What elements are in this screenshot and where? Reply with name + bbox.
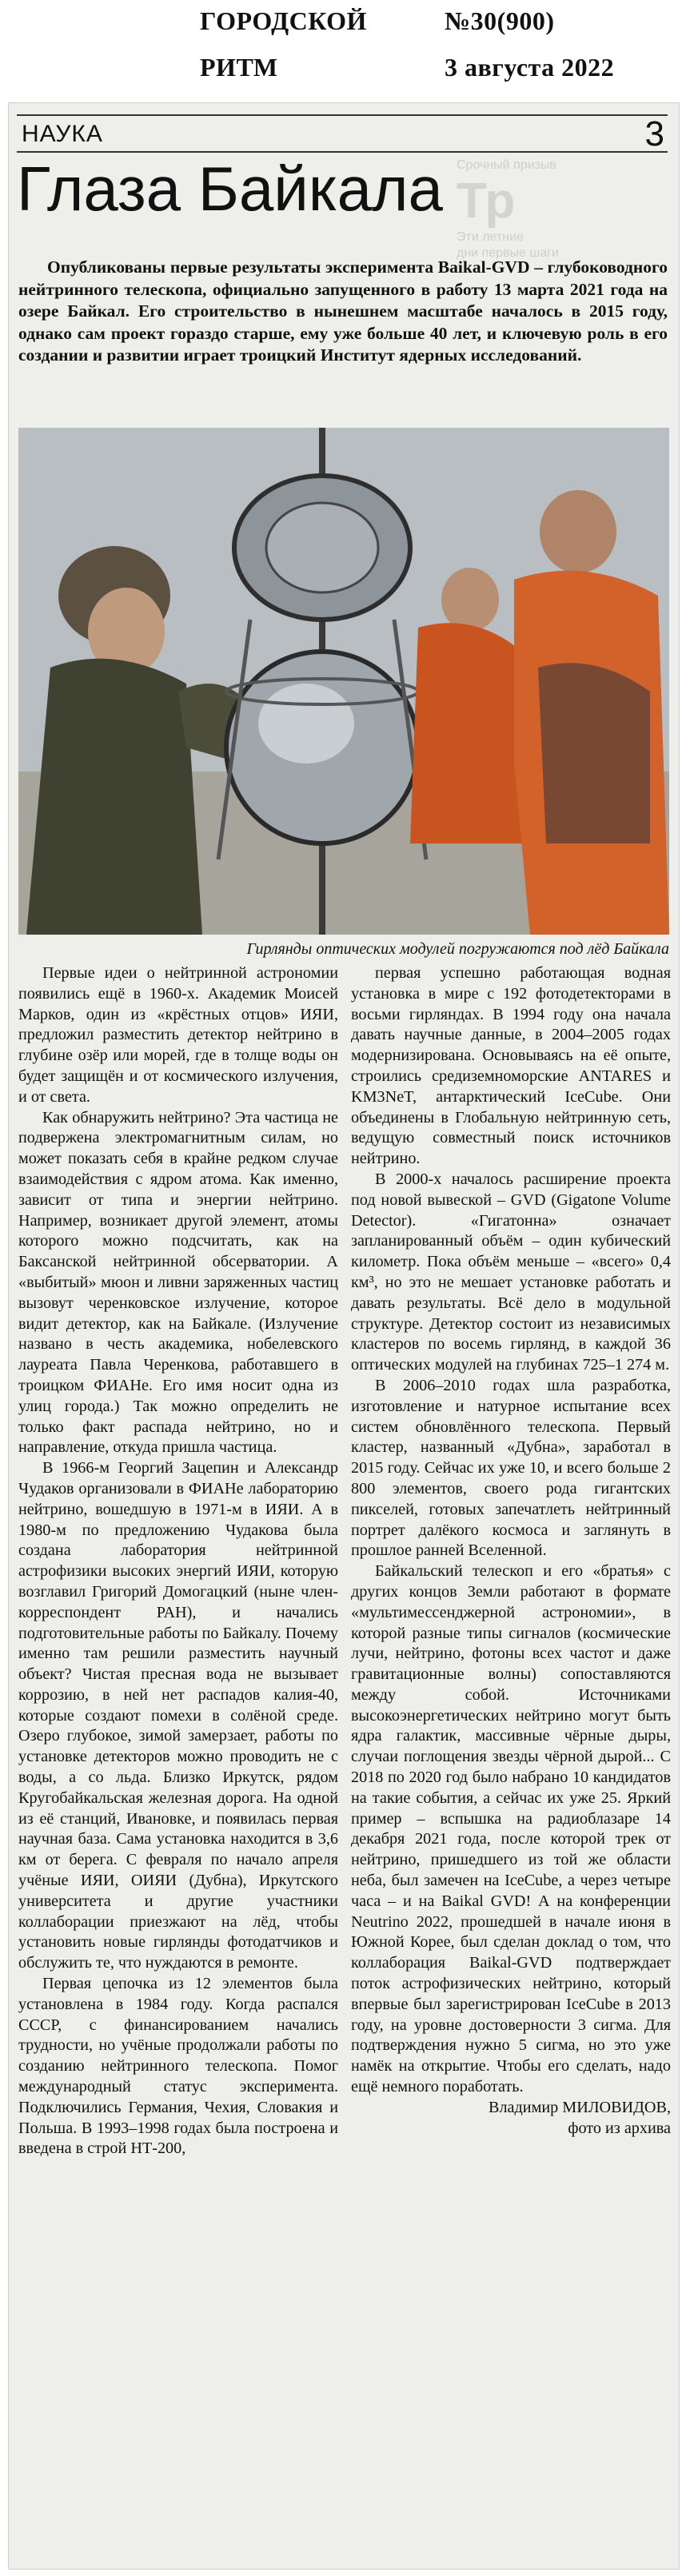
section-rubric [17,114,668,153]
paragraph: Первая цепочка из 12 элементов была установлена в 1984 году. Когда распался СССР, с финансированием начались трудности, но учёные продолжали работы по созданию нейтринного телескопа. Помог международный статус эксперимента. Подключились Германия, Чехия, Словакия и Польша. В 1993–1998 годах была построена и введена в строй НТ-200, [18,1975,338,2158]
ghost-line: Тр [457,173,516,229]
paragraph: В 1966-м Георгий Зацепин и Александр Чудаков организовали в ФИАНе лабораторию нейтрино, вошедшую в 1971-м в ИЯИ. А в 1980-м по предложению Чудакова была создана лаборатория нейтринной астрофизики высоких энергий ИЯИ, которую возглавил Григорий Домогацкий (ныне член-корреспондент РАН), и начались подготовительные работы по Байкалу. Почему именно там решили разместить научный объект? Чистая пресная вода не вызывает коррозию, в ней нет распадов калия-40, которые создают помехи в солёной среде. Озеро глубокое, зимой замерзает, работы по установке детекторов можно проводить не с воды, а со льда. Близко Иркутск, рядом Кругобайкальская железная дорога. На одной из её станций, Ивановке, и появилась первая научная база. Сама установка находится в 3,6 км от берега. С февраля по начало апреля учёные ИЯИ, ОИЯИ (Дубна), Иркутского университета и другие участники коллаборации приезжают на лёд, чтобы установить новые гирлянды фотодатчиков и обслужить те, что нуждаются в ремонте. [18,1459,338,1972]
photo-caption: Гирлянды оптических модулей погружаются под лёд Байкала [246,940,669,958]
issue-number: №30(900) [445,6,555,35]
article-column-right [351,963,671,2562]
paper-name: ГОРОДСКОЙ [200,6,367,35]
paragraph: В 2006–2010 годах шла разработка, изготовление и натурное испытание всех систем обновлённого телескопа. Первый кластер, названный «Дубна», заработал в 2015 году. Сейчас их уже 10, и всего больше 2 800 элементов, своего рода гигантских пикселей, готовых запечатлеть нейтринный портрет далёкого космоса и заглянуть в прошлое ранней Вселенной. [351,1376,671,1560]
article-lead: Опубликованы первые результаты эксперимента Baikal-GVD – глубоководного нейтринного телескопа, официально запущенного в работу 13 марта 2021 года на озере Байкал. Его строительство в нынешнем масштабе началось в 2015 году, однако сам проект гораздо старше, ему уже больше 40 лет, и ключевую роль в его создании и развитии играет троицкий Институт ядерных исследований. [18,257,668,365]
photo-credit: фото из архива [568,2119,671,2137]
paper-name-second: РИТМ [200,53,278,82]
ghost-line: Эти летние [457,230,524,244]
newspaper-clipping [8,102,680,2570]
paragraph: Первые идеи о нейтринной астрономии появились ещё в 1960-х. Академик Моисей Марков, один из «крёстных отцов» ИЯИ, предложил разместить детектор нейтрино в глубине озёр или морей, где в толще воды он будет защищён и от космического излучения, и от света. [18,964,338,1106]
page-number: 3 [644,114,664,154]
section-name: НАУКА [22,121,103,147]
paragraph: В 2000-х началось расширение проекта под новой вывеской – GVD (Gigatone Volume Detector). «Гигатонна» означает запланированный объём – один кубический километр. Пока объём меньше – «всего» 0,4 км³, но это не мешает установке работать и давать результаты. Всё дело в модульной структуре. Детектор состоит из независимых кластеров по восемь гирлянд, в каждой 36 оптических модулей на глубинах 725–1 274 м. [351,1170,671,1374]
ghost-line: дни первые шаги [457,246,559,260]
paragraph: Как обнаружить нейтрино? Эта частица не подвержена электромагнитным силам, но может показать себя в крайне редком случае взаимодействия с ядром атома. Как именно, зависит от типа и энергии нейтрино. Например, возникает другой элемент, атомы которого можно подсчитать, как на Баксанской нейтринной обсерватории. А «выбитый» мюон и ливни заряженных частиц вызовут черенковское излучение, которое видит детектор, как на Байкале. (Излучение названо в честь академика, нобелевского лауреата Павла Черенкова, работавшего в троицком ФИАНе. Его имя носит одна из улиц города.) Так можно определить не только факт распада нейтрино, но и направление, откуда пришла частица. [18,1108,338,1457]
newspaper-masthead [0,0,686,104]
ghost-line: Срочный призыв [457,158,556,172]
issue-date: 3 августа 2022 [445,53,615,82]
paragraph: Байкальский телескоп и его «братья» с других концов Земли работают в формате «мультимессенджерной астрономии», в которой разные типы сигналов (космические лучи, нейтрино, фотоны всех частот и даже гравитационные волны) сопоставляются между собой. Источниками высокоэнергетических нейтрино могут быть ядра галактик, массивные чёрные дыры, случаи поглощения звезды чёрной дырой... С 2018 по 2020 год было набрано 10 кандидатов на такие события, а сейчас их уже 25. Яркий пример – вспышка на радиоблазаре 14 декабря 2021 года, после которой трек от нейтрино, пришедшего из той же области неба, был замечен на IceCube, а через четыре часа – и на Baikal GVD! А на конференции Neutrino 2022, прошедшей в начале июня в Южной Корее, был сделан доклад о том, что коллаборация Baikal-GVD подтверждает поток астрофизических нейтрино, который впервые был зарегистрирован IceCube в 2013 году, на уровне достоверности 3 сигма. Для подтверждения нужно 5 сигма, но это уже намёк на открытие. Чтобы его сделать, надо ещё немного поработать. [351,1562,671,2096]
author-signature: Владимир МИЛОВИДОВ, [489,2098,671,2116]
article-title: Глаза Байкала [17,154,443,224]
paragraph: первая успешно работающая водная установка в мире с 192 фотодетекторами в восьми гирляндах. В 1994 году она начала давать научные данные, в 2004–2005 годах модернизирована. Основываясь на её опыте, строились средиземноморские ANTARES и KM3NeT, антарктический IceCube. Они объединены в Глобальную нейтринную сеть, ведущую совместный поиск источников нейтрино. [351,964,671,1168]
article-photo [18,428,669,935]
photo-illustration [18,428,669,935]
article-column-left [18,963,338,2562]
